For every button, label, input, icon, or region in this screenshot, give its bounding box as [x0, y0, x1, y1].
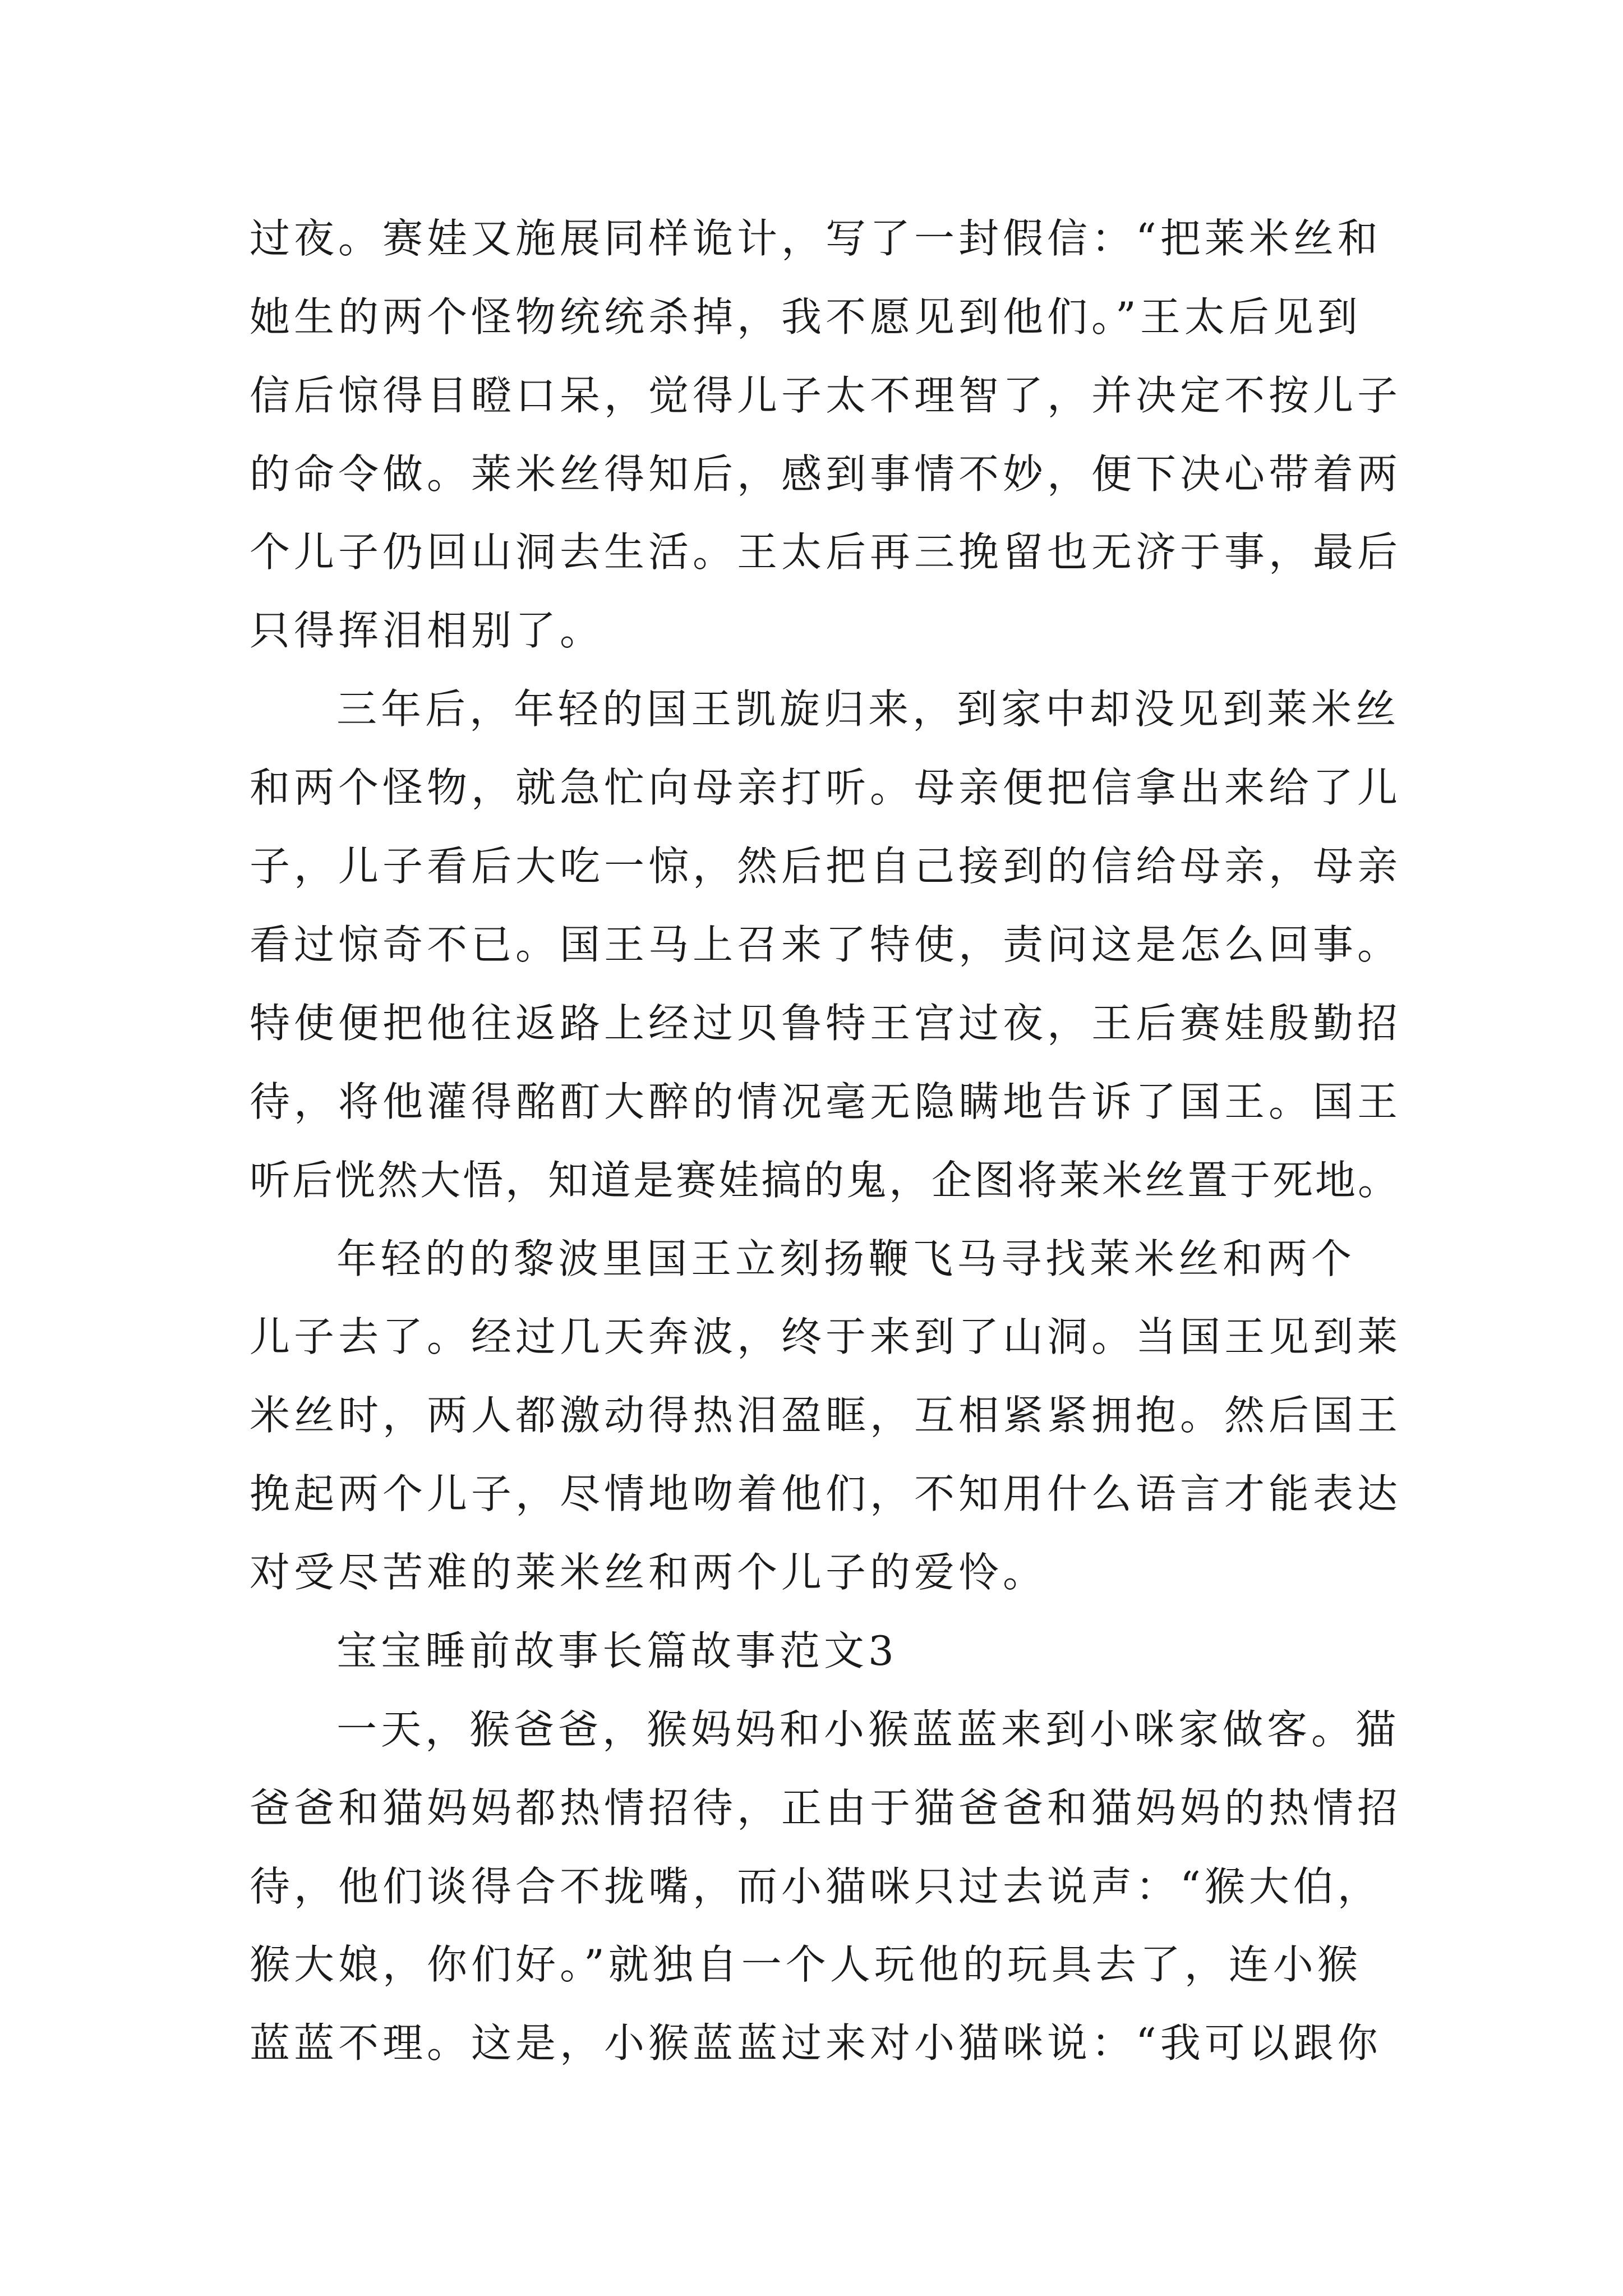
text-line: 看过惊奇不已。国王马上召来了特使，责问这是怎么回事。 — [250, 921, 1402, 968]
section-heading: 宝宝睡前故事长篇故事范文3 — [336, 1627, 898, 1674]
text-line: 听后恍然大悟，知道是赛娃搞的鬼，企图将莱米丝置于死地。 — [250, 1157, 1401, 1204]
text-line: 儿子去了。经过几天奔波，终于来到了山洞。当国王见到莱 — [250, 1313, 1402, 1360]
text-line: 蓝蓝不理。这是，小猴蓝蓝过来对小猫咪说：“我可以跟你 — [250, 2019, 1382, 2067]
text-line: 米丝时，两人都激动得热泪盈眶，互相紧紧拥抱。然后国王 — [250, 1392, 1402, 1439]
text-line: 子，儿子看后大吃一惊，然后把自己接到的信给母亲，母亲 — [250, 843, 1402, 890]
text-line: 猴大娘，你们好。”就独自一个人玩他的玩具去了，连小猴 — [250, 1941, 1362, 1988]
paragraph-first-line: 年轻的的黎波里国王立刻扬鞭飞马寻找莱米丝和两个 — [336, 1235, 1356, 1282]
text-line: 她生的两个怪物统统杀掉，我不愿见到他们。”王太后见到 — [250, 293, 1362, 341]
paragraph-first-line: 一天，猴爸爸，猴妈妈和小猴蓝蓝来到小咪家做客。猫 — [336, 1706, 1400, 1753]
text-line: 只得挥泪相别了。 — [250, 607, 605, 654]
text-line: 信后惊得目瞪口呆，觉得儿子太不理智了，并决定不按儿子 — [250, 372, 1402, 419]
text-line: 挽起两个儿子，尽情地吻着他们，不知用什么语言才能表达 — [250, 1470, 1402, 1517]
text-line: 特使便把他往返路上经过贝鲁特王宫过夜，王后赛娃殷勤招 — [250, 1000, 1402, 1047]
text-line: 待，他们谈得合不拢嘴，而小猫咪只过去说声：“猴大伯， — [250, 1863, 1382, 1910]
paragraph-first-line: 三年后，年轻的国王凯旋归来，到家中却没见到莱米丝 — [336, 685, 1400, 733]
text-line: 对受尽苦难的莱米丝和两个儿子的爱怜。 — [250, 1549, 1048, 1596]
text-line: 的命令做。莱米丝得知后，感到事情不妙，便下决心带着两 — [250, 450, 1402, 498]
text-line: 过夜。赛娃又施展同样诡计，写了一封假信：“把莱米丝和 — [250, 215, 1382, 262]
text-line: 个儿子仍回山洞去生活。王太后再三挽留也无济于事，最后 — [250, 528, 1402, 576]
text-line: 待，将他灌得酩酊大醉的情况毫无隐瞒地告诉了国王。国王 — [250, 1078, 1402, 1125]
text-line: 和两个怪物，就急忙向母亲打听。母亲便把信拿出来给了儿 — [250, 764, 1402, 811]
text-line: 爸爸和猫妈妈都热情招待，正由于猫爸爸和猫妈妈的热情招 — [250, 1784, 1402, 1832]
